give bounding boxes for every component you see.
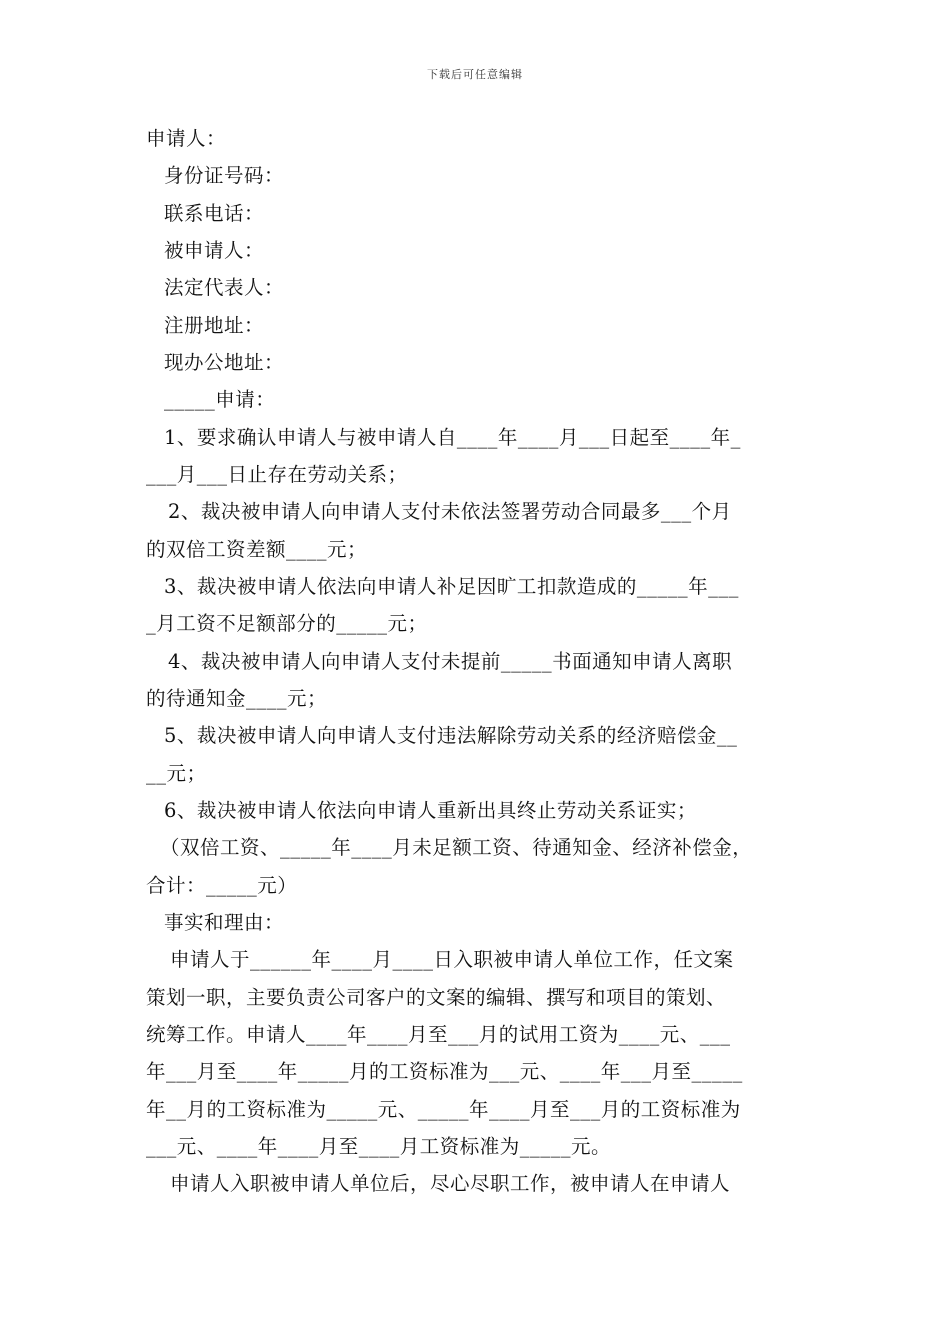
phone-label: 联系电话： [164, 202, 265, 225]
facts-para-1-line-2: 策划一职，主要负责公司客户的文案的编辑、撰写和项目的策划、 [146, 986, 727, 1009]
total-line-1: （双倍工资、_____年____月未足额工资、待通知金、经济补偿金， [160, 836, 753, 859]
applicant-label: 申请人： [146, 127, 227, 150]
facts-para-1-line-3: 统筹工作。申请人____年____月至___月的试用工资为____元、___ [146, 1023, 731, 1046]
claim-4-line-1: 4、裁决被申请人向申请人支付未提前_____书面通知申请人离职 [168, 650, 733, 673]
claim-2-line-1: 2、裁决被申请人向申请人支付未依法签署劳动合同最多___个月 [168, 500, 732, 523]
total-line-2: 合计：_____元） [146, 874, 298, 897]
claim-1-line-2: ___月___日止存在劳动关系； [146, 463, 408, 486]
claim-6: 6、裁决被申请人依法向申请人重新出具终止劳动关系证实； [164, 799, 697, 822]
registered-address-label: 注册地址： [164, 314, 265, 337]
legal-rep-label: 法定代表人： [164, 276, 285, 299]
office-address-label: 现办公地址： [164, 351, 285, 374]
facts-para-1-line-4: 年___月至____年_____月的工资标准为___元、____年___月至_____ [146, 1060, 743, 1083]
claim-4-line-2: 的待通知金____元； [146, 687, 328, 710]
respondent-label: 被申请人： [164, 239, 265, 262]
claim-5-line-2: __元； [146, 762, 207, 785]
claim-1-line-1: 1、要求确认申请人与被申请人自____年____月___日起至____年_ [164, 426, 741, 449]
id-number-label: 身份证号码： [164, 164, 285, 187]
request-heading: _____申请： [164, 388, 276, 411]
claim-2-line-2: 的双倍工资差额____元； [146, 538, 368, 561]
facts-para-1-line-1: 申请人于______年____月____日入职被申请人单位工作，任文案 [170, 948, 734, 971]
facts-para-1-line-5: 年__月的工资标准为_____元、_____年____月至___月的工资标准为 [146, 1098, 741, 1121]
facts-heading: 事实和理由： [164, 911, 285, 934]
facts-para-1-line-6: ___元、____年____月至____月工资标准为_____元。 [146, 1135, 612, 1158]
claim-5-line-1: 5、裁决被申请人向申请人支付违法解除劳动关系的经济赔偿金__ [164, 724, 738, 747]
page-header-note: 下载后可任意编辑 [427, 68, 523, 81]
claim-3-line-2: _月工资不足额部分的_____元； [146, 612, 428, 635]
facts-para-2-line-1: 申请人入职被申请人单位后，尽心尽职工作，被申请人在申请人 [170, 1172, 731, 1195]
claim-3-line-1: 3、裁决被申请人依法向申请人补足因旷工扣款造成的_____年___ [164, 575, 739, 598]
